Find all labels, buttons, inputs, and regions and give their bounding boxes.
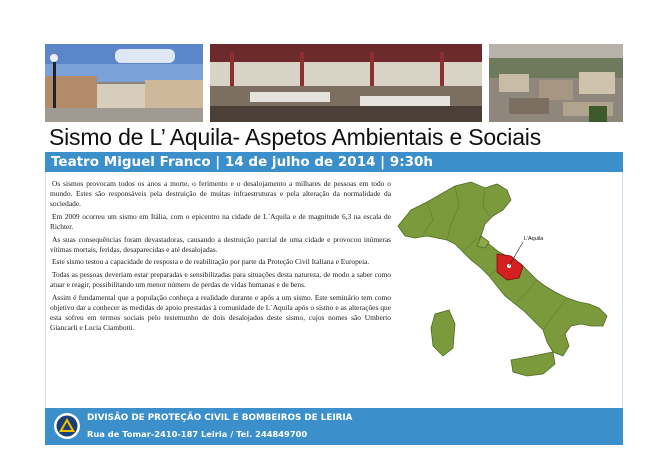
laquila-callout: L’Aquila bbox=[524, 236, 544, 242]
organization-address: Rua de Tomar-2410-187 Leiria / Tel. 244849700 bbox=[87, 429, 308, 439]
sardinia-shape bbox=[431, 310, 455, 356]
body-text bbox=[50, 179, 391, 336]
civil-protection-emblem-icon bbox=[53, 412, 81, 440]
page-title: Sismo de L’ Aquila- Aspetos Ambientais e Sociais bbox=[49, 124, 541, 150]
paragraph: Todas as pessoas deveriam estar preparadas e sensibilizadas para situações desta natureza, de modo a saber como atuar e reagir, possibilitando um menor número de perdas de vidas humanas e de bens. bbox=[50, 269, 391, 290]
paragraph: Este sismo testou a capacidade de resposta e de reabilitação por parte da Proteção Civil Italiana e Europeia. bbox=[52, 257, 370, 267]
paragraph: Em 2009 ocorreu um sismo em Itália, com o epicentro na cidade de L´Aquila e de magnitude 6,3 na escala de Richter. bbox=[50, 211, 391, 232]
paragraph: Os sismos provocam todos os anos a morte, o ferimento e o desalojamento a milhares de pessoas em todo o mundo. Estes são responsáveis pela destruição de muitas infraestruturas e pela alteração da normalidade da sociedade. bbox=[50, 179, 391, 209]
photo-damaged-town bbox=[489, 44, 623, 122]
paragraph: As suas consequências foram devastadoras, causando a destruição parcial de uma cidade e provocou inúmeras vítimas mortais, feridas, desaparecidas e até desalojadas. bbox=[50, 234, 391, 254]
footer-bar bbox=[45, 408, 623, 445]
sicily-shape bbox=[511, 352, 555, 376]
organization-name: DIVISÃO DE PROTEÇÃO CIVIL E BOMBEIROS DE LEIRIA bbox=[87, 413, 353, 423]
photo-city-square bbox=[45, 44, 203, 122]
paragraph: Assim é fundamental que a população conheça a realidade durante e após a um sismo. Este seminário tem como objetivo dar a conhecer as medidas de apoio prestadas à comunidade de L´Aquila após o sismo e as alterações que esta sofreu em termos sociais pelo testemunho de dois desalojados deste sismo, cujos nomes são Umberto Giancarli e Lucia Ciambotti. bbox=[50, 292, 391, 333]
italy-map bbox=[393, 176, 621, 408]
photo-relief-hall bbox=[210, 44, 482, 122]
event-details-bar: Teatro Miguel Franco | 14 de julho de 2014 | 9:30h bbox=[45, 153, 623, 172]
